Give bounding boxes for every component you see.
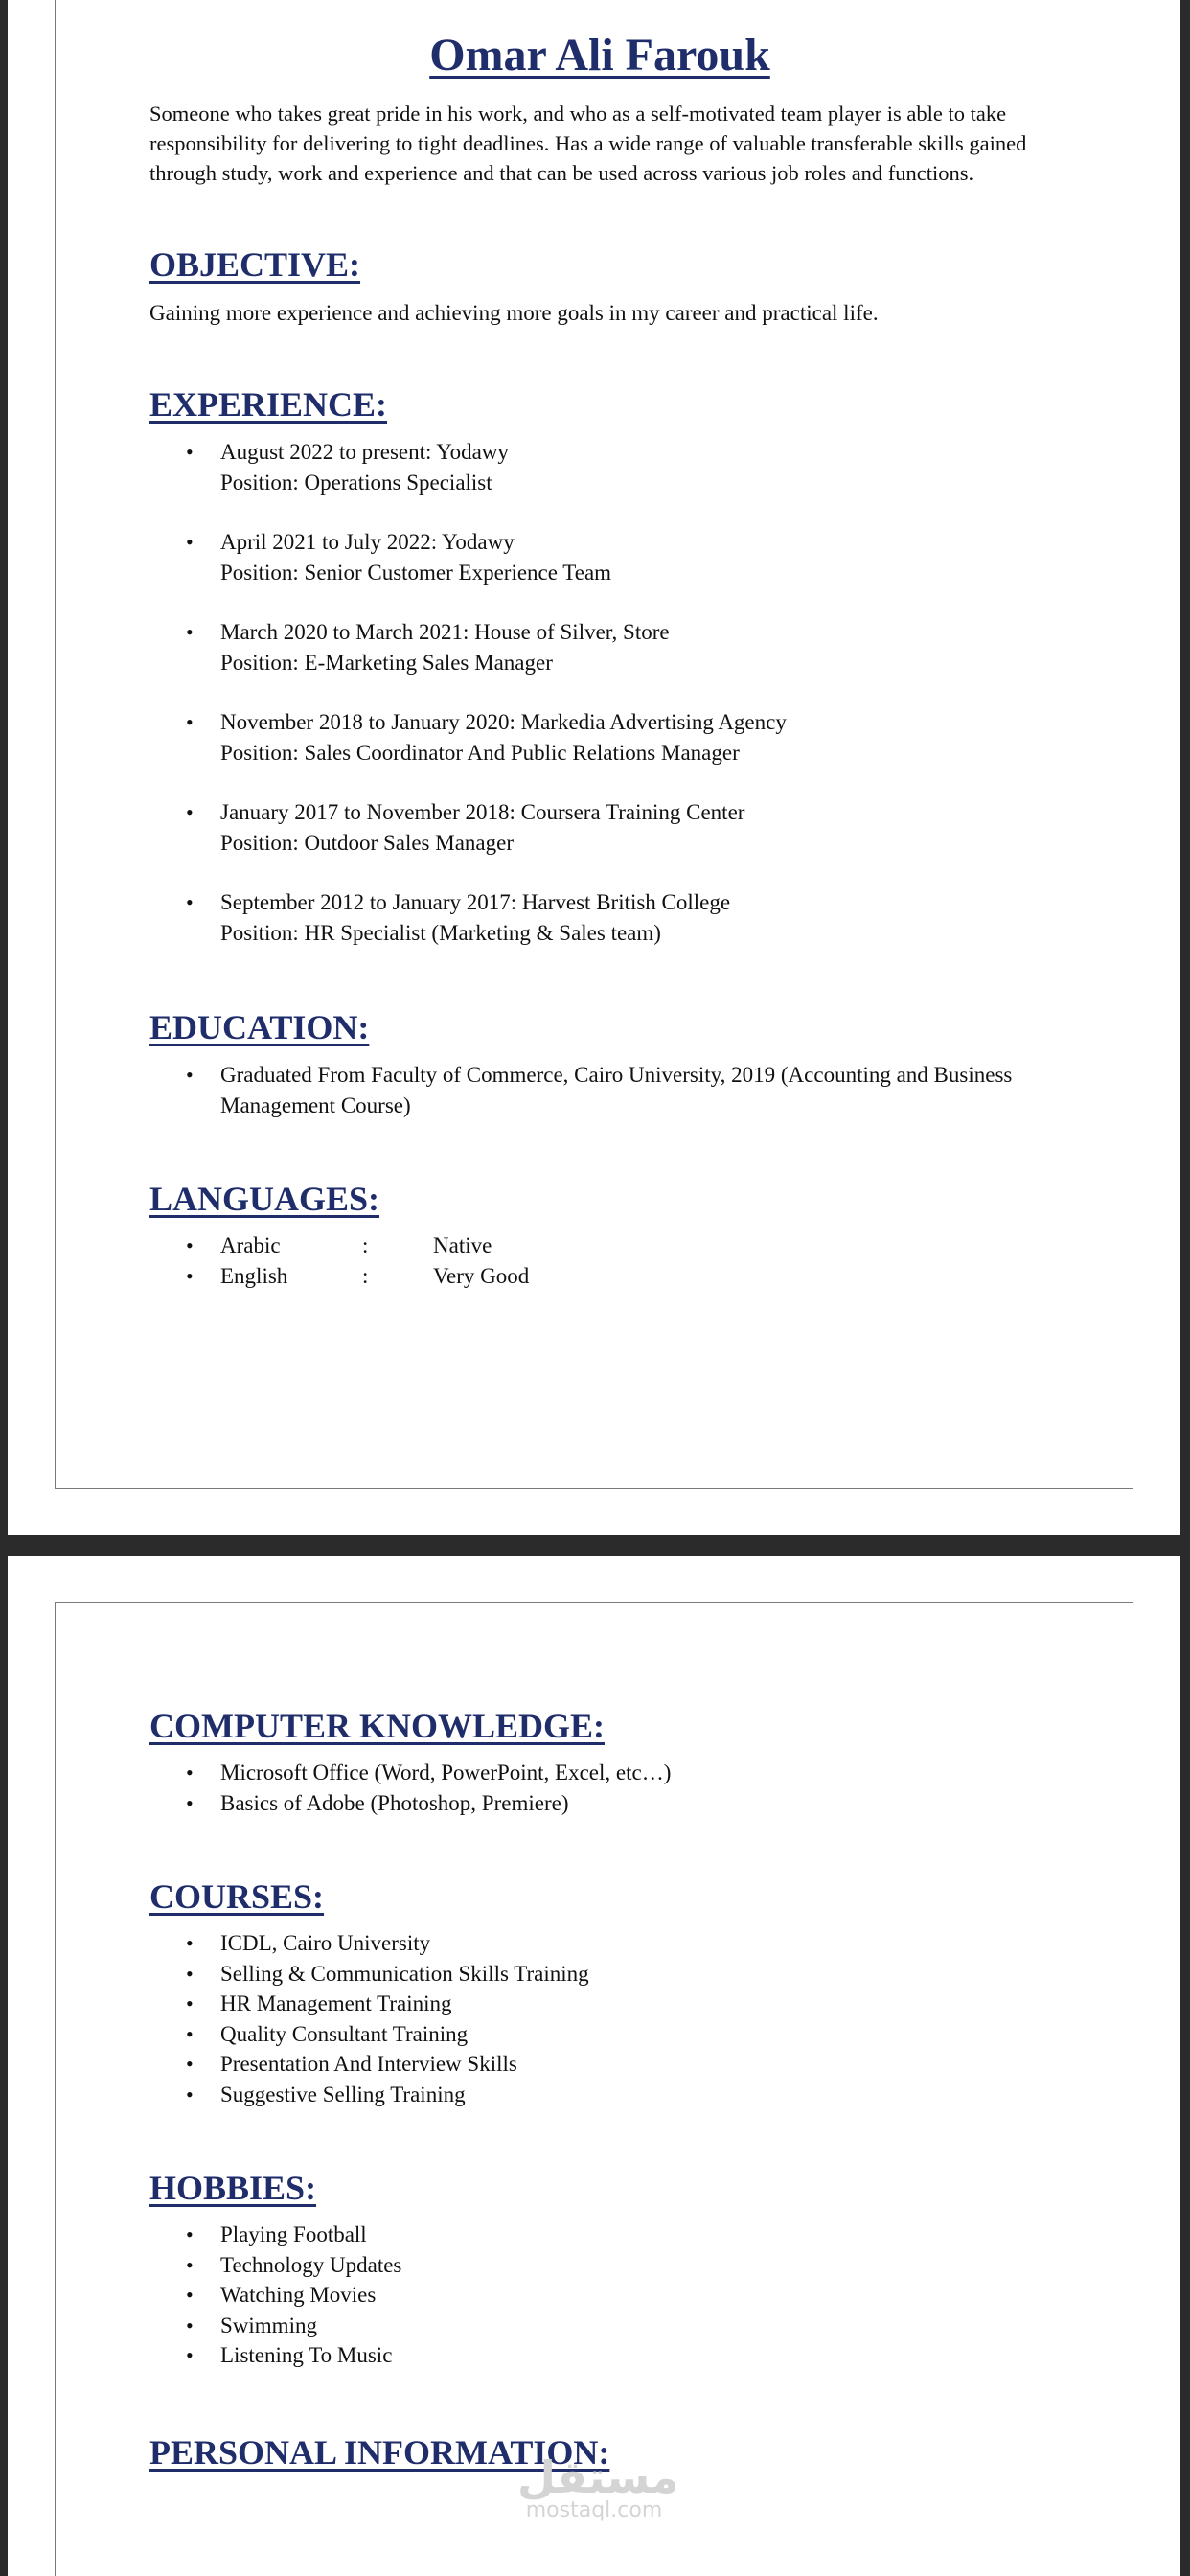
- course-text: ICDL, Cairo University: [220, 1931, 431, 1955]
- experience-position: Position: Outdoor Sales Manager: [220, 830, 514, 855]
- course-item: [149, 2019, 1050, 2050]
- bullet-icon: •: [186, 1063, 194, 1087]
- personal-information-heading: PERSONAL INFORMATION:: [149, 2432, 610, 2472]
- languages-list: [149, 1230, 1050, 1291]
- experience-position: Position: Operations Specialist: [220, 470, 492, 494]
- education-text: Graduated From Faculty of Commerce, Cairo University, 2019 (Accounting and Business Management Course): [220, 1063, 1013, 1117]
- course-item: [149, 1989, 1050, 2019]
- experience-period: September 2012 to January 2017: Harvest British College: [220, 890, 731, 914]
- computer-knowledge-item: [149, 1758, 1050, 1788]
- experience-position: Position: Senior Customer Experience Team: [220, 560, 612, 585]
- bullet-icon: •: [186, 800, 194, 824]
- mostaql-watermark: [517, 2451, 679, 2522]
- language-level: Very Good: [433, 1263, 530, 1288]
- page-content: [149, 29, 1050, 1291]
- experience-period: March 2020 to March 2021: House of Silver, Store: [220, 620, 670, 644]
- course-item: [149, 1959, 1050, 1990]
- hobby-item: [149, 2280, 1050, 2311]
- bullet-icon: •: [186, 2021, 194, 2046]
- bullet-icon: •: [186, 1263, 194, 1288]
- courses-list: [149, 1928, 1050, 2109]
- bullet-icon: •: [186, 1790, 194, 1815]
- bullet-icon: •: [186, 2252, 194, 2277]
- bullet-icon: •: [186, 2283, 194, 2307]
- language-item: [149, 1261, 1050, 1292]
- computer-knowledge-text: Microsoft Office (Word, PowerPoint, Excel, etc…): [220, 1760, 672, 1784]
- course-text: Selling & Communication Skills Training: [220, 1961, 589, 1986]
- hobbies-heading: HOBBIES:: [149, 2169, 317, 2207]
- bullet-icon: •: [186, 710, 194, 734]
- computer-knowledge-heading: COMPUTER KNOWLEDGE:: [149, 1707, 606, 1745]
- bullet-icon: •: [186, 2082, 194, 2106]
- experience-item: [149, 707, 1050, 768]
- computer-knowledge-list: [149, 1758, 1050, 1818]
- hobby-item: [149, 2250, 1050, 2281]
- courses-heading: COURSES:: [149, 1877, 325, 1916]
- computer-knowledge-item: [149, 1788, 1050, 1819]
- bullet-icon: •: [186, 2052, 194, 2076]
- language-separator: :: [362, 1263, 369, 1288]
- course-text: Quality Consultant Training: [220, 2021, 469, 2046]
- experience-heading: EXPERIENCE:: [149, 385, 388, 424]
- language-level: Native: [433, 1233, 492, 1257]
- language-item: [149, 1230, 1050, 1261]
- bullet-icon: •: [186, 2343, 194, 2367]
- course-item: [149, 2080, 1050, 2110]
- course-text: HR Management Training: [220, 1991, 452, 2015]
- bullet-icon: •: [186, 530, 194, 554]
- experience-period: April 2021 to July 2022: Yodawy: [220, 530, 515, 554]
- hobby-item: [149, 2220, 1050, 2250]
- language-name: Arabic: [220, 1233, 281, 1257]
- bullet-icon: •: [186, 1991, 194, 2015]
- computer-knowledge-section: [149, 1706, 1050, 1818]
- watermark-latin: mostaql.com: [525, 2498, 663, 2522]
- hobbies-list: [149, 2220, 1050, 2371]
- experience-period: January 2017 to November 2018: Coursera Training Center: [220, 800, 745, 824]
- experience-item: [149, 437, 1050, 497]
- hobby-text: Playing Football: [220, 2222, 367, 2246]
- bullet-icon: •: [186, 1760, 194, 1784]
- hobbies-section: [149, 2168, 1050, 2371]
- hobby-text: Listening To Music: [220, 2343, 393, 2367]
- course-item: [149, 1928, 1050, 1959]
- bullet-icon: •: [186, 1931, 194, 1955]
- hobby-item: [149, 2340, 1050, 2371]
- experience-item: [149, 797, 1050, 858]
- experience-position: Position: Sales Coordinator And Public Relations Manager: [220, 740, 740, 765]
- course-text: Suggestive Selling Training: [220, 2082, 466, 2106]
- experience-period: November 2018 to January 2020: Markedia Advertising Agency: [220, 710, 787, 734]
- hobby-text: Watching Movies: [220, 2283, 377, 2307]
- course-item: [149, 2049, 1050, 2080]
- resume-page-1: [8, 0, 1180, 1535]
- language-name: English: [220, 1263, 288, 1288]
- bullet-icon: •: [186, 890, 194, 914]
- experience-list: [149, 437, 1050, 948]
- profile-summary: Someone who takes great pride in his work, and who as a self-motivated team player is able to take responsibility for delivering to tight deadlines. Has a wide range of valuable transferable skills gained through study, work and experience and that can be used across various job roles and functions.: [149, 102, 1027, 185]
- candidate-name: Omar Ali Farouk: [429, 30, 770, 80]
- language-separator: :: [362, 1233, 369, 1257]
- education-item: [149, 1060, 1050, 1120]
- objective-section: [149, 244, 1050, 328]
- experience-period: August 2022 to present: Yodawy: [220, 440, 509, 464]
- objective-heading: OBJECTIVE:: [149, 245, 361, 284]
- bullet-icon: •: [186, 440, 194, 464]
- languages-heading: LANGUAGES:: [149, 1180, 380, 1218]
- experience-position: Position: HR Specialist (Marketing & Sales team): [220, 920, 661, 945]
- hobby-text: Swimming: [220, 2312, 317, 2337]
- experience-item: [149, 527, 1050, 587]
- courses-section: [149, 1876, 1050, 2109]
- experience-section: [149, 384, 1050, 948]
- bullet-icon: •: [186, 1961, 194, 1986]
- education-heading: EDUCATION:: [149, 1008, 370, 1046]
- hobby-text: Technology Updates: [220, 2252, 402, 2277]
- education-section: [149, 1007, 1050, 1120]
- bullet-icon: •: [186, 620, 194, 644]
- bullet-icon: •: [186, 1233, 194, 1257]
- bullet-icon: •: [186, 2312, 194, 2337]
- hobby-item: [149, 2311, 1050, 2341]
- objective-text: Gaining more experience and achieving more goals in my career and practical life.: [149, 301, 879, 325]
- experience-item: [149, 887, 1050, 948]
- page-2-content: [149, 1706, 1050, 2472]
- education-list: [149, 1060, 1050, 1120]
- languages-section: [149, 1179, 1050, 1291]
- course-text: Presentation And Interview Skills: [220, 2052, 517, 2076]
- computer-knowledge-text: Basics of Adobe (Photoshop, Premiere): [220, 1790, 569, 1815]
- watermark-arabic: مستقل: [517, 2451, 679, 2503]
- experience-position: Position: E-Marketing Sales Manager: [220, 650, 553, 675]
- bullet-icon: •: [186, 2222, 194, 2246]
- experience-item: [149, 617, 1050, 678]
